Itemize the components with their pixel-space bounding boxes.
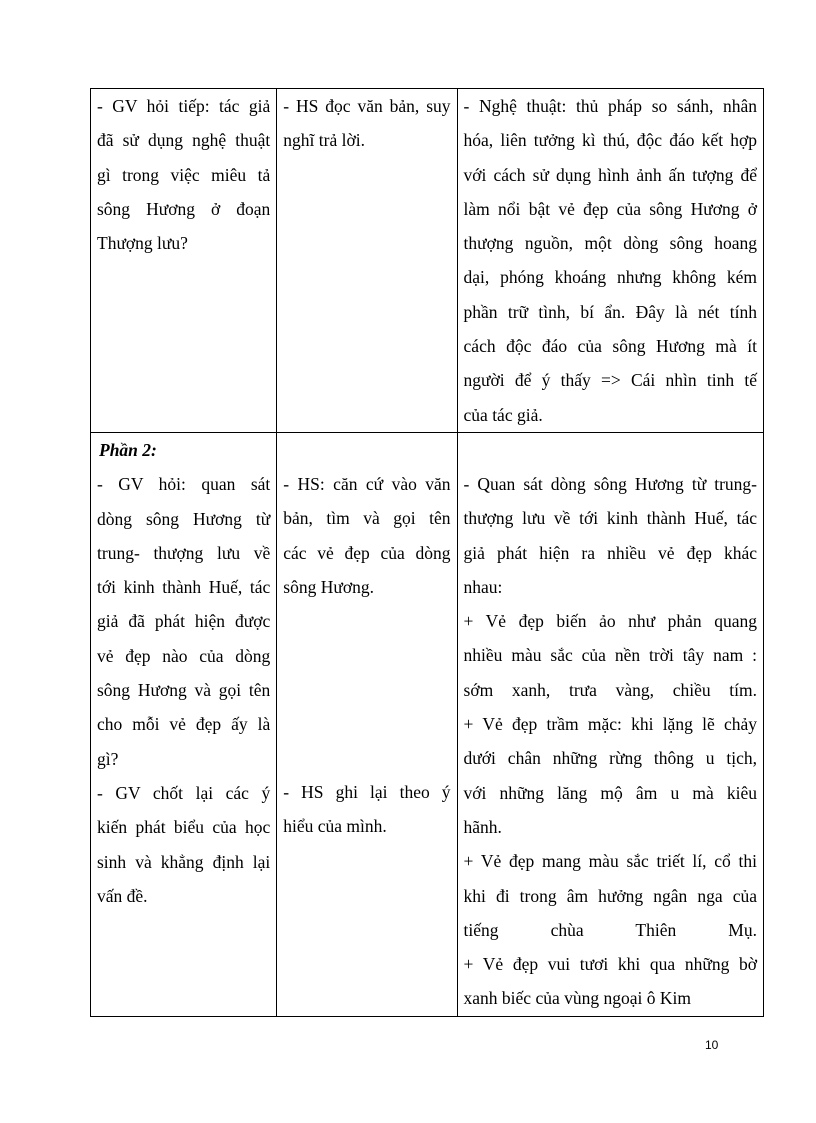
text-line: sớm xanh, trưa vàng, chiều tím.	[463, 679, 757, 700]
text-line: tới kinh thành Huế, tác	[97, 577, 271, 598]
student-activity-cell	[277, 432, 457, 1016]
cell-text	[458, 467, 763, 1016]
text-line: Thượng lưu?	[97, 233, 188, 254]
text-line: với những lăng mộ âm u mà kiêu	[463, 782, 757, 803]
lesson-plan-table	[90, 88, 764, 1017]
page-number: 10	[705, 1038, 719, 1052]
text-line: cho mỗi vẻ đẹp ấy là	[97, 714, 271, 735]
text-line: nhau:	[463, 576, 503, 597]
text-line: nghĩ trả lời.	[283, 130, 365, 151]
text-line: của tác giả.	[463, 404, 543, 425]
cell-text	[91, 467, 276, 776]
text-line: kiến phát biểu của học	[97, 817, 271, 838]
cell-text	[91, 89, 276, 260]
student-activity-cell	[277, 89, 457, 433]
content-cell	[457, 432, 763, 1016]
text-line: vẻ đẹp nào của dòng	[97, 645, 271, 666]
text-line: người để ý thấy => Cái nhìn tinh tế	[463, 370, 757, 391]
teacher-activity-cell	[91, 432, 277, 1016]
spacer	[277, 433, 456, 467]
text-line: trung- thượng lưu về	[97, 542, 271, 563]
text-line: giả đã phát hiện được	[97, 611, 271, 632]
text-line: tiếng chùa Thiên Mụ.	[463, 919, 757, 940]
text-line: - HS: căn cứ vào văn	[283, 473, 451, 494]
spacer	[277, 604, 456, 775]
text-line: bản, tìm và gọi tên	[283, 508, 451, 529]
content-cell	[457, 89, 763, 433]
text-line: + Vẻ đẹp vui tươi khi qua những bờ	[463, 954, 757, 975]
text-line: cách độc đáo của sông Hương mà ít	[463, 336, 757, 357]
cell-text	[277, 89, 456, 158]
text-line: xanh biếc của vùng ngoại ô Kim	[463, 988, 691, 1009]
text-line: vấn đề.	[97, 885, 148, 906]
text-line: - Nghệ thuật: thủ pháp so sánh, nhân	[463, 96, 757, 116]
text-line: sông Hương.	[283, 576, 374, 597]
table-row	[91, 89, 764, 433]
text-line: sông Hương ở đoạn	[97, 198, 271, 219]
text-line: khi đi trong âm hưởng ngân nga của	[463, 885, 757, 906]
cell-text	[458, 89, 763, 432]
text-line: hóa, liên tưởng kì thú, độc đáo kết hợp	[463, 130, 757, 151]
text-line: dòng sông Hương từ	[97, 508, 271, 529]
text-line: + Vẻ đẹp biến ảo như phản quang	[463, 611, 757, 632]
text-line: nhiều màu sắc của nền trời tây nam :	[463, 645, 757, 666]
text-line: - Quan sát dòng sông Hương từ trung-	[463, 473, 757, 494]
text-line: - GV hỏi: quan sát	[97, 474, 271, 495]
text-line: thượng lưu về tới kinh thành Huế, tác	[463, 508, 757, 529]
text-line: giả phát hiện ra nhiều vẻ đẹp khác	[463, 542, 757, 563]
section-heading: Phần 2:	[99, 439, 157, 460]
table-row	[91, 432, 764, 1016]
teacher-activity-cell	[91, 89, 277, 433]
text-line: với cách sử dụng hình ảnh ấn tượng để	[463, 164, 757, 185]
cell-text	[277, 467, 456, 604]
text-line: làm nổi bật vẻ đẹp của sông Hương ở	[463, 198, 757, 219]
text-line: hãnh.	[463, 816, 502, 837]
text-line: dưới chân những rừng thông u tịch,	[463, 748, 757, 769]
text-line: phần trữ tình, bí ẩn. Đây là nét tính	[463, 301, 757, 322]
text-line: dại, phóng khoáng nhưng không kém	[463, 267, 757, 288]
text-line: + Vẻ đẹp trầm mặc: khi lặng lẽ chảy	[463, 714, 757, 735]
text-line: - GV chốt lại các ý	[97, 782, 271, 803]
text-line: - HS ghi lại theo ý	[283, 782, 451, 803]
spacer	[458, 433, 763, 467]
text-line: gì?	[97, 748, 119, 769]
text-line: - GV hỏi tiếp: tác giả	[97, 96, 271, 116]
text-line: + Vẻ đẹp mang màu sắc triết lí, cổ thi	[463, 851, 757, 872]
text-line: các vẻ đẹp của dòng	[283, 542, 451, 563]
text-line: gì trong việc miêu tả	[97, 164, 271, 185]
text-line: - HS đọc văn bản, suy	[283, 96, 451, 116]
text-line: thượng nguồn, một dòng sông hoang	[463, 233, 757, 254]
text-line: hiểu của mình.	[283, 816, 387, 837]
text-line: đã sử dụng nghệ thuật	[97, 130, 271, 151]
cell-text	[277, 775, 456, 844]
text-line: sinh và khẳng định lại	[97, 851, 271, 872]
text-line: sông Hương và gọi tên	[97, 680, 271, 701]
cell-text	[91, 776, 276, 913]
